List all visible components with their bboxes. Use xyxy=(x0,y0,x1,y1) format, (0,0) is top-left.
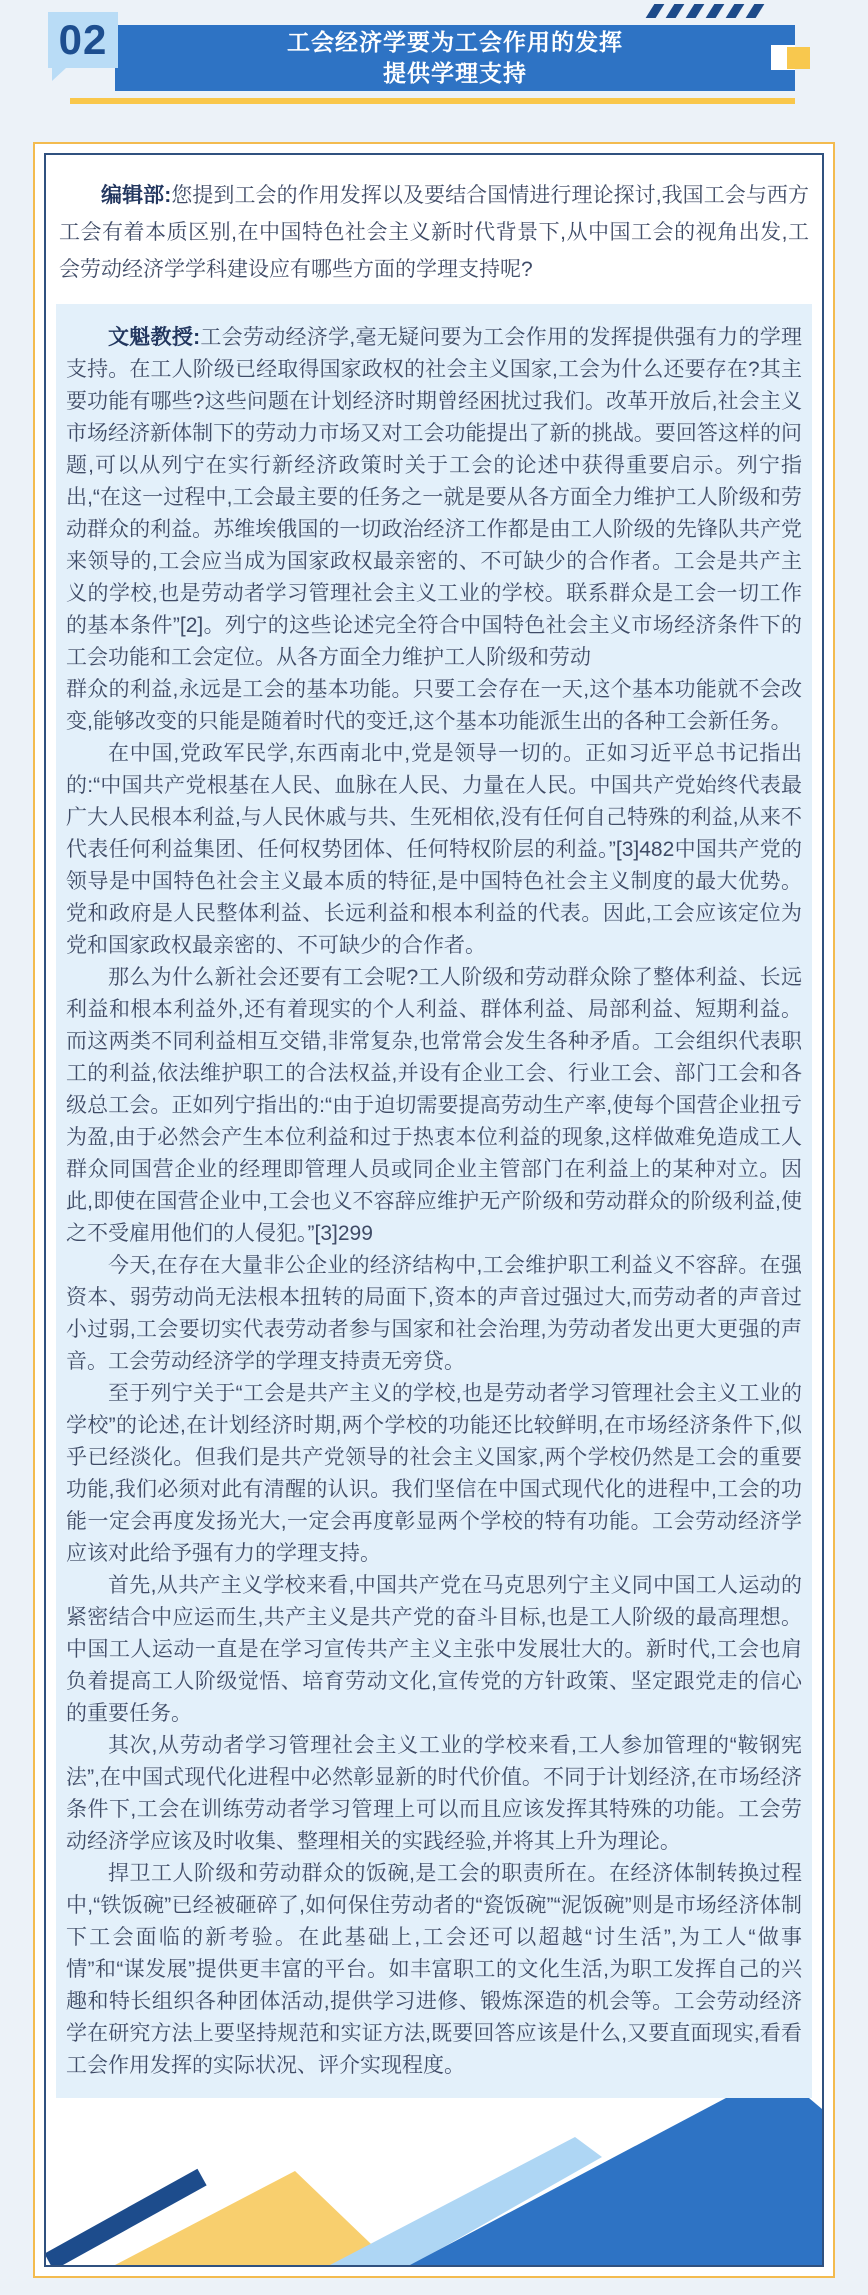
answer-paragraph-text: 工会劳动经济学,毫无疑问要为工会作用的发挥提供强有力的学理支持。在工人阶级已经取得国家政权的社会主义国家,工会为什么还要存在?其主要功能有哪些?这些问题在计划经济时期曾经困扰过我们。改革开放后,社会主义市场经济新体制下的劳动力市场又对工会功能提出了新的挑战。要回答这样的问题,可以从列宁在实行新经济政策时关于工会的论述中获得重要启示。列宁指出,“在这一过程中,工会最主要的任务之一就是要从各方面全力维护工人阶级和劳动群众的利益。苏维埃俄国的一切政治经济工作都是由工人阶级的先锋队共产党来领导的,工会应当成为国家政权最亲密的、不可缺少的合作者。工会是共产主义的学校,也是劳动者学习管理社会主义工业的学校。联系群众是工会一切工作的基本条件”[2]。列宁的这些论述完全符合中国特色社会主义市场经济条件下的工会功能和工会定位。从各方面全力维护工人阶级和劳动 xyxy=(66,326,802,669)
answer-paragraph: 首先,从共产主义学校来看,中国共产党在马克思列宁主义同中国工人运动的紧密结合中应运而生,共产主义是共产党的奋斗目标,也是工人阶级的最高理想。中国工人运动一直是在学习宣传共产主义主张中发展壮大的。新时代,工会也肩负着提高工人阶级觉悟、培育劳动文化,宣传党的方针政策、坚定跟党走的信心的重要任务。 xyxy=(66,1574,802,1725)
answer-paragraph: 那么为什么新社会还要有工会呢?工人阶级和劳动群众除了整体利益、长远利益和根本利益外,还有着现实的个人利益、群体利益、局部利益、短期利益。而这两类不同利益相互交错,非常复杂,也常常会发生各种矛盾。工会组织代表职工的利益,依法维护职工的合法权益,并设有企业工会、行业工会、部门工会和各级总工会。正如列宁指出的:“由于迫切需要提高劳动生产率,使每个国营企业扭亏为盈,由于必然会产生本位利益和过于热衷本位利益的现象,这样做难免造成工人群众同国营企业的经理即管理人员或同企业主管部门在利益上的某种对立。因此,即使在国营企业中,工会也义不容辞应维护无产阶级和劳动群众的阶级利益,使之不受雇用他们的人侵犯。”[3]299 xyxy=(66,966,802,1245)
answer-paragraph: 今天,在存在大量非公企业的经济结构中,工会维护职工利益义不容辞。在强资本、弱劳动尚无法根本扭转的局面下,资本的声音过强过大,而劳动者的声音过小过弱,工会要切实代表劳动者参与国家和社会治理,为劳动者发出更大更强的声音。工会劳动经济学的学理支持责无旁贷。 xyxy=(66,1254,802,1373)
slashes-decoration-icon xyxy=(650,4,790,19)
answer-paragraph: 群众的利益,永远是工会的基本功能。只要工会存在一天,这个基本功能就不会改变,能够改变的只能是随着时代的变迁,这个基本功能派生出的各种工会新任务。 xyxy=(66,678,802,733)
content-inner-box xyxy=(44,153,824,2267)
section-header xyxy=(0,0,868,140)
badge-tail-decoration xyxy=(52,68,66,81)
slash-icon xyxy=(686,4,705,18)
section-title-line1: 工会经济学要为工会作用的发挥 xyxy=(287,29,623,55)
section-title-line2: 提供学理支持 xyxy=(383,60,527,86)
professor-answer xyxy=(56,304,812,2098)
answer-paragraph: 捍卫工人阶级和劳动群众的饭碗,是工会的职责所在。在经济体制转换过程中,“铁饭碗”已经被砸碎了,如何保住劳动者的“瓷饭碗”“泥饭碗”则是市场经济体制下工会面临的新考验。在此基础上,工会还可以超越“讨生活”,为工人“做事情”和“谋发展”提供更丰富的平台。如丰富职工的文化生活,为职工发挥自己的兴趣和特长组织各种团体活动,提供学习进修、锻炼深造的机会等。工会劳动经济学在研究方法上要坚持规范和实证方法,既要回答应该是什么,又要直面现实,看看工会作用发挥的实际状况、评介实现程度。 xyxy=(66,1862,802,2077)
section-title-banner xyxy=(115,25,795,91)
yellow-triangle-decoration xyxy=(115,2171,393,2265)
slash-icon xyxy=(726,4,745,18)
slash-icon xyxy=(666,4,685,18)
blue-triangle-decoration xyxy=(410,2098,822,2265)
answer-paragraph xyxy=(66,322,802,674)
editor-label: 编辑部: xyxy=(101,184,172,207)
answer-paragraph: 其次,从劳动者学习管理社会主义工业的学校来看,工人参加管理的“鞍钢宪法”,在中国式现代化进程中必然彰显新的时代价值。不同于计划经济,在市场经济条件下,工会在训练劳动者学习管理上可以而且应该发挥其特殊的功能。工会劳动经济学应该及时收集、整理相关的实践经验,并将其上升为理论。 xyxy=(66,1734,802,1853)
editor-question-text: 您提到工会的作用发挥以及要结合国情进行理论探讨,我国工会与西方工会有着本质区别,在中国特色社会主义新时代背景下,从中国工会的视角出发,工会劳动经济学学科建设应有哪些方面的学理支持呢? xyxy=(59,184,809,281)
slash-icon xyxy=(646,4,665,18)
banner-yellow-tab-decoration xyxy=(787,47,810,69)
professor-label: 文魁教授: xyxy=(108,326,201,349)
slash-icon xyxy=(746,4,765,18)
slash-icon xyxy=(706,4,725,18)
answer-paragraph: 至于列宁关于“工会是共产主义的学校,也是劳动者学习管理社会主义工业的学校”的论述,在计划经济时期,两个学校的功能还比较鲜明,在市场经济条件下,似乎已经淡化。但我们是共产党领导的社会主义国家,两个学校仍然是工会的重要功能,我们必须对此有清醒的认识。我们坚信在中国式现代化的进程中,工会的功能一定会再度发扬光大,一定会再度彰显两个学校的特有功能。工会劳动经济学应该对此给予强有力的学理支持。 xyxy=(66,1382,802,1565)
editor-question xyxy=(46,155,822,300)
header-underline-decoration xyxy=(70,98,795,104)
section-number-badge xyxy=(48,12,118,68)
footer-decoration xyxy=(46,2098,822,2265)
section-number: 02 xyxy=(58,16,108,63)
answer-paragraph: 在中国,党政军民学,东西南北中,党是领导一切的。正如习近平总书记指出的:“中国共产党根基在人民、血脉在人民、力量在人民。中国共产党始终代表最广大人民根本利益,与人民休戚与共、生死相依,没有任何自己特殊的利益,从来不代表任何利益集团、任何权势团体、任何特权阶层的利益。”[3]482中国共产党的领导是中国特色社会主义最本质的特征,是中国特色社会主义制度的最大优势。党和政府是人民整体利益、长远利益和根本利益的代表。因此,工会应该定位为党和国家政权最亲密的、不可缺少的合作者。 xyxy=(66,742,802,957)
content-card xyxy=(33,142,835,2278)
